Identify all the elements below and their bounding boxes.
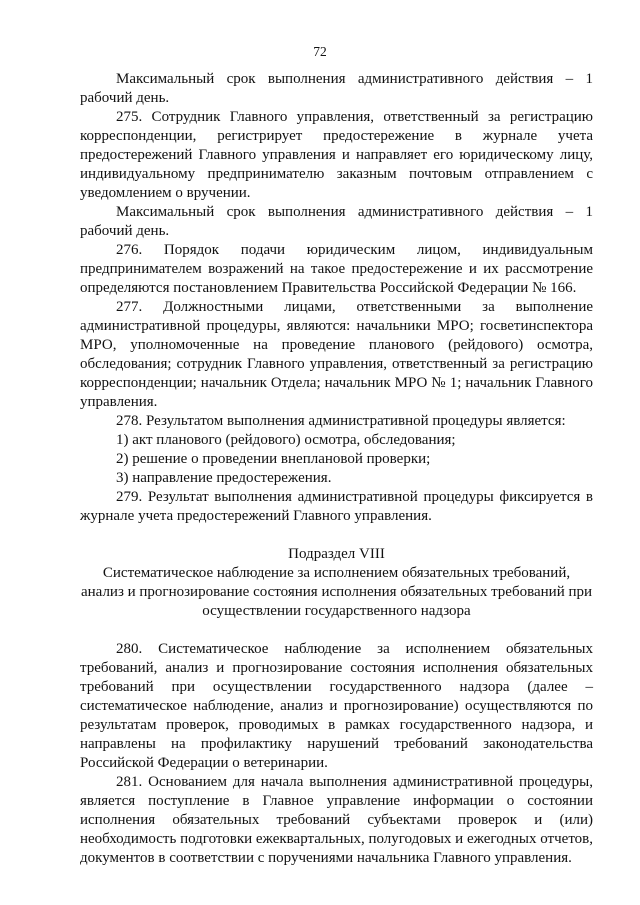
paragraph-276: 276. Порядок подачи юридическим лицом, индивидуальным предпринимателем возражений на такое предостережение и их рассмотрение определяются постановлением Правительства Российской Федерации № 166. [80,242,593,296]
paragraph-275: 275. Сотрудник Главного управления, ответственный за регистрацию корреспонденции, регистрирует предостережение в журнале учета предостережений Главного управления и направляет его юридическому лицу, индивидуальному предпринимателю заказным почтовым отправлением с уведомлением о вручении. [80,109,593,201]
paragraph-279: 279. Результат выполнения административной процедуры фиксируется в журнале учета предостережений Главного управления. [80,489,593,524]
section-title-line: анализ и прогнозирование состояния исполнения обязательных требований при [80,584,593,600]
paragraph-max-time-2: Максимальный срок выполнения административного действия – 1 рабочий день. [80,204,593,239]
list-item-278-3: 3) направление предостережения. [116,470,332,486]
paragraph-277: 277. Должностными лицами, ответственными за выполнение административной процедуры, являются: начальники МРО; госветинспектора МРО, уполномоченные на проведение планового (рейдового) осмотра, обследования; сотрудник Главного управления, ответственный за регистрацию корреспонденции; начальник Отдела; начальник МРО № 1; начальник Главного управления. [80,299,593,410]
paragraph-278: 278. Результатом выполнения административной процедуры является: [116,413,566,429]
section-label: Подраздел VIII [288,546,385,562]
list-item-278-1: 1) акт планового (рейдового) осмотра, обследования; [116,432,456,448]
list-item-278-2: 2) решение о проведении внеплановой проверки; [116,451,431,467]
section-title-line: осуществлении государственного надзора [202,603,471,619]
paragraph-280: 280. Систематическое наблюдение за исполнением обязательных требований, анализ и прогнозирование состояния исполнения обязательных требований при осуществлении государственного надзора (далее – систематическое наблюдение, анализ и прогнозирование) осуществляются по результатам проверок, проводимых в рамках государственного надзора, и направлены на профилактику нарушений требований законодательства Российской Федерации о ветеринарии. [80,641,593,771]
section-spacer [80,621,593,640]
paragraph-281: 281. Основанием для начала выполнения административной процедуры, является поступление в Главное управление информации о состоянии исполнения обязательных требований субъектами проверок и (или) необходимость подготовки ежеквартальных, полугодовых и ежегодных отчетов, документов в соответствии с поручениями начальника Главного управления. [80,774,594,866]
document-body [80,70,593,868]
section-heading [80,545,593,621]
page-number: 72 [313,44,327,59]
paragraph-max-time-1: Максимальный срок выполнения административного действия – 1 рабочий день. [80,71,593,106]
section-title-line: Систематическое наблюдение за исполнением обязательных требований, [102,565,571,581]
